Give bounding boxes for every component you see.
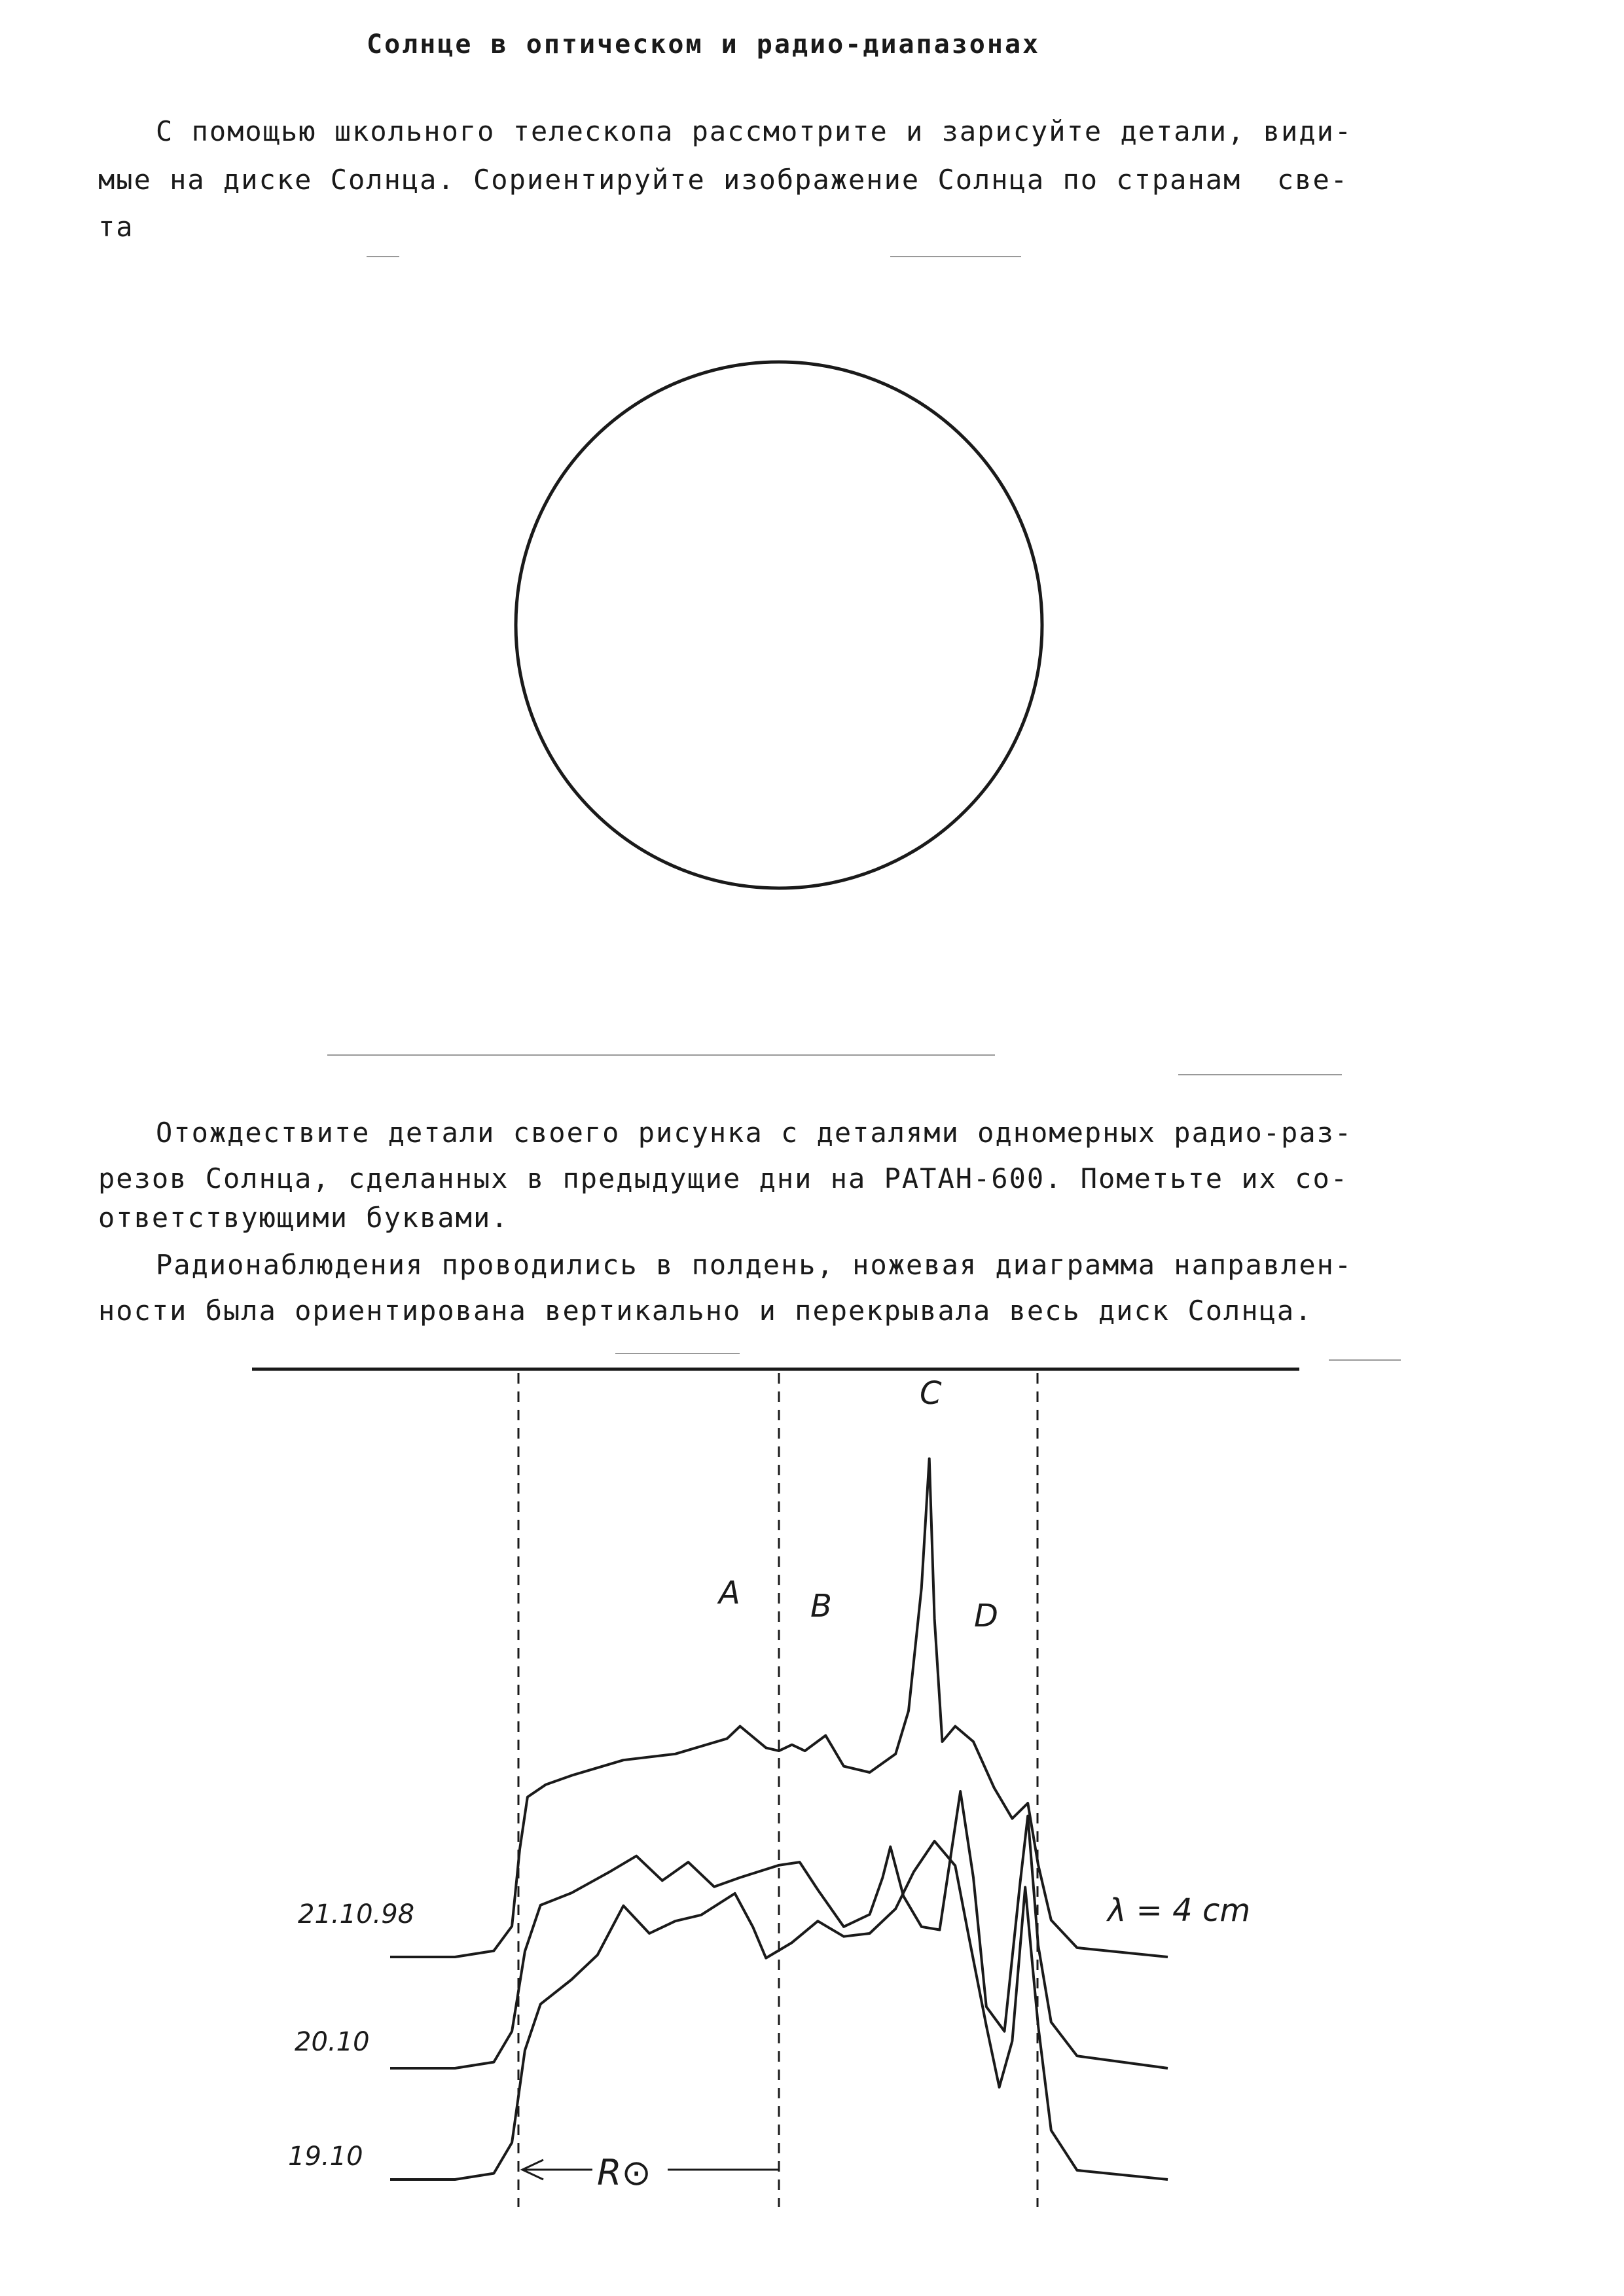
intro-line-1: С помощью школьного телескопа рассмотрите и зарисуйте детали, види- <box>156 115 1353 147</box>
peak-label-d: D <box>974 1598 998 1634</box>
task-line-4: Радионаблюдения проводились в полдень, ножевая диаграмма направлен- <box>156 1249 1353 1281</box>
radius-label: R⊙ <box>597 2152 651 2193</box>
task-line-1: Отождествите детали своего рисунка с деталями одномерных радио-раз- <box>156 1117 1353 1149</box>
scan-marks <box>327 257 1401 1360</box>
series-label-2110: 21.10.98 <box>298 1899 415 1929</box>
task-line-3: ответствующими буквами. <box>98 1202 509 1234</box>
peak-label-b: B <box>810 1588 832 1624</box>
sun-disk-outline[interactable] <box>516 362 1042 888</box>
page-title: Солнце в оптическом и радио-диапазонах <box>367 29 1041 60</box>
peak-label-c: C <box>920 1375 942 1412</box>
series-label-1910: 19.10 <box>288 2142 363 2172</box>
intro-line-3: та <box>98 211 134 243</box>
wavelength-label: λ = 4 cm <box>1108 1892 1251 1929</box>
task-line-5: ности была ориентирована вертикально и перекрывала весь диск Солнца. <box>98 1295 1313 1327</box>
peak-label-a: A <box>719 1575 740 1611</box>
task-line-2: резов Солнца, сделанных в предыдущие дни на РАТАН-600. Пометьте их со- <box>98 1162 1349 1194</box>
series-label-2010: 20.10 <box>295 2027 370 2057</box>
intro-line-2: мые на диске Солнца. Сориентируйте изображение Солнца по странам све- <box>98 164 1349 196</box>
